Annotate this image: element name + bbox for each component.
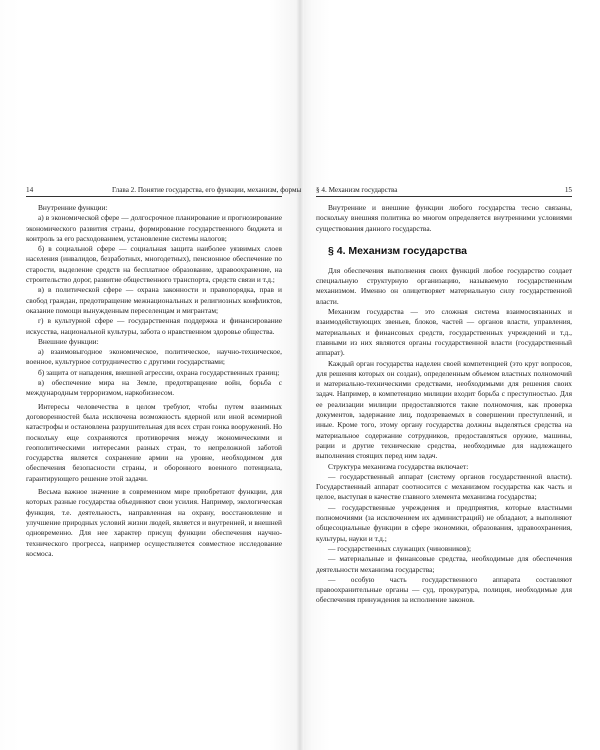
- paragraph: в) обеспечение мира на Земле, предотвращение войн, борьба с международным терроризмом, наркобизнесом.: [26, 378, 282, 398]
- left-header-rule: [26, 196, 282, 197]
- right-running-head: § 4. Механизм государства: [316, 186, 398, 194]
- paragraph: Внешние функции:: [38, 336, 99, 346]
- book-spine: [296, 0, 304, 750]
- intro-paragraph: Внутренние и внешние функции любого государства тесно связаны, поскольку внешняя политика во многом определяется внутренними условиями существования данного государства.: [316, 203, 572, 233]
- paragraph: в) в политической сфере — охрана законности и правопорядка, прав и свобод граждан, предотвращение межнациональных и религиозных конфликтов, оказание помощи вынужденным переселенцам и мигрантам;: [26, 285, 282, 315]
- right-text-column: [316, 203, 572, 606]
- right-page-number: 15: [564, 186, 572, 194]
- section-heading: § 4. Механизм государства: [328, 244, 467, 257]
- paragraph: Интересы человечества в целом требуют, чтобы путем взаимных договоренностей была исключена возможность ядерной или иной всемирной катастрофы и остановлена разрушительная для всех стран гонка вооружений. Но поскольку еще сохраняются противоречия между экономическими и геополитическими интересами разных стран, то непреложной заботой государства является сохранение армии на уровне, необходимом для обеспечения безопасности страны, и оборонного военного потенциала, гарантирующего решение этой задачи.: [26, 401, 282, 483]
- paragraph: Каждый орган государства наделен своей компетенцией (это круг вопросов, для решения которых он создан), определенным объемом властных полномочий и материально-техническими средствами, необходимыми для решения своих задач. Например, в компетенцию милиции входит борьба с преступностью. Для ее реализации милиции предоставляются такие полномочия, как проверка документов, задержание лиц, подозреваемых в совершении преступлений, и иные. Кроме того, этому органу государства должны выделяться средства на материальное содержание сотрудников, предоставляться оружие, машины, рации и другие технические средства, необходимые для надлежащего выполнения стоящих перед ним задач.: [316, 358, 572, 461]
- left-text-column: [26, 203, 282, 559]
- paragraph: б) защита от нападения, внешней агрессии, охрана государственных границ;: [38, 367, 280, 377]
- list-item: — государственный аппарат (систему органов государственной власти). Государственный аппарат соотносится с механизмом государства как часть и целое, выступая в качестве главного элемента механизма государства;: [316, 471, 572, 502]
- paragraph: а) в экономической сфере — долгосрочное планирование и прогнозирование экономического развития страны, формирование государственного бюджета и контроль за его расходованием, установление системы налогов;: [26, 213, 282, 243]
- right-header-rule: [316, 196, 572, 197]
- paragraph: г) в культурной сфере — государственная поддержка и финансирование искусства, национальной культуры, забота о нравственном здоровье общества.: [26, 316, 282, 336]
- left-running-head: Глава 2. Понятие государства, его функции, механизм, формы: [112, 186, 302, 194]
- paragraph: б) в социальной сфере — социальная защита наиболее уязвимых слоев населения (инвалидов, безработных, многодетных), пенсионное обеспечение по старости, выделение средств на бесплатное образование, здравоохранение, на строительство дорог, развитие общественного транспорта, средств связи и т.д.;: [26, 244, 282, 285]
- paragraph: Для обеспечения выполнения своих функций любое государство создает специальную структурную организацию, называемую государственным механизмом. Именно он олицетворяет материальную силу государственной власти.: [316, 265, 572, 306]
- paragraph: Механизм государства — это сложная система взаимосвязанных и взаимодействующих звеньев, блоков, частей — органов власти, управления, материальных и финансовых средств, государственных учреждений и т.д., главными из них являются органы государственной власти (государственный аппарат).: [316, 307, 572, 358]
- list-item: — особую часть государственного аппарата составляют правоохранительные органы — суд, прокуратура, полиция, необходимые для обеспечения принуждения за исполнение законов.: [316, 574, 572, 605]
- list-item: — государственные учреждения и предприятия, которые властными полномочиями (за исключением их администраций) не обладают, а выполняют общесоциальные функции в сфере экономики, образования, здравоохранения, культуры, науки и т.д.;: [316, 502, 572, 543]
- paragraph: Весьма важное значение в современном мире приобретают функции, для которых разные государства объединяют свои усилия. Например, экологическая функция, т.е. деятельность, направленная на охрану, восстановление и улучшение природных условий жизни людей, является и внутренней, и внешней одновременно. Для нее характер присущ функции обеспечения научно-технического прогресса, например осуществляется совместное исследование космоса.: [26, 487, 282, 558]
- list-item: — материальные и финансовые средства, необходимые для обеспечения деятельности механизма государства;: [316, 554, 572, 574]
- paragraph: а) взаимовыгодное экономическое, политическое, научно-техническое, военное, культурное сотрудничество с другими государствами;: [26, 347, 282, 367]
- paragraph: Структура механизма государства включает:: [328, 461, 469, 471]
- list-item: — государственных служащих (чиновников);: [328, 543, 472, 553]
- paragraph: Внутренние функции:: [38, 203, 108, 212]
- left-page-number: 14: [26, 186, 34, 194]
